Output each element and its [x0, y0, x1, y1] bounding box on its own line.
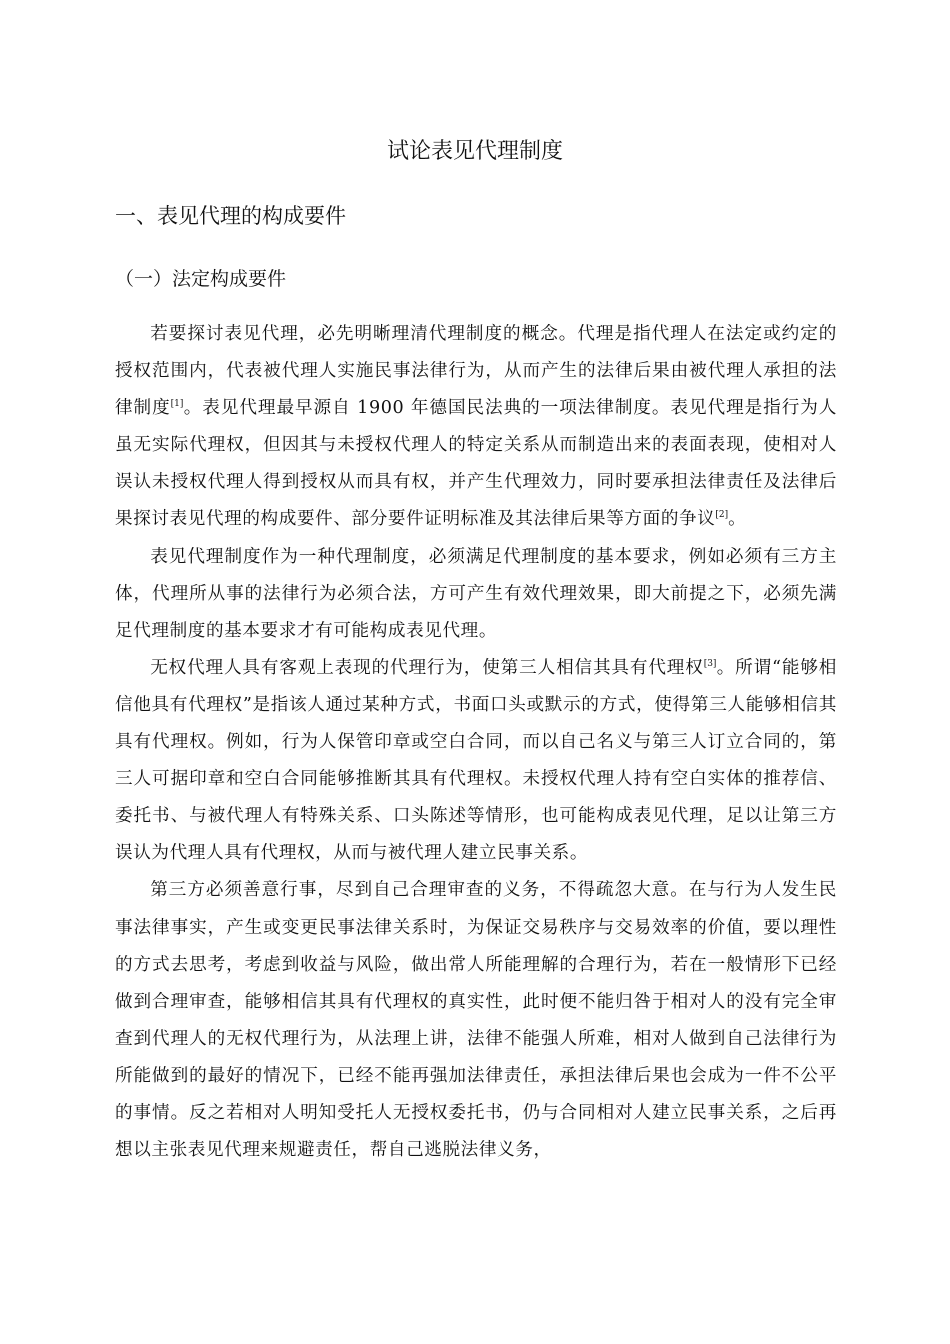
citation-marker: [1]	[170, 399, 184, 410]
section-heading: 一、表见代理的构成要件	[115, 204, 346, 228]
paragraph-text: 第三方必须善意行事，尽到自己合理审查的义务，不得疏忽大意。在与行为人发生民事法律事实，产生或变更民事法律关系时，为保证交易秩序与交易效率的价值，要以理性的方式去思考，考虑到收益与风险，做出常人所能理解的合理行为，若在一般情形下已经做到合理审查，能够相信其具有代理权的真实性，此时便不能归咎于相对人的没有完全审查到代理人的无权代理行为，从法理上讲，法律不能强人所难，相对人做到自己法律行为所能做到的最好的情况下，已经不能再强加法律责任，承担法律后果也会成为一件不公平的事情。反之若相对人明知受托人无授权委托书，仍与合同相对人建立民事关系，之后再想以主张表见代理来规避责任，帮自己逃脱法律义务，	[115, 880, 837, 1161]
paragraph-text: 若要探讨表见代理，必先明晰理清代理制度的概念。代理是指代理人在法定或约定的授权范围内，代表被代理人实施民事法律行为，从而产生的法律后果由被代理人承担的法律制度	[115, 324, 837, 419]
paragraph	[115, 539, 837, 650]
paragraph-text: 表见代理制度作为一种代理制度，必须满足代理制度的基本要求，例如必须有三方主体，代理所从事的法律行为必须合法，方可产生有效代理效果，即大前提之下，必须先满足代理制度的基本要求才有可能构成表见代理。	[115, 546, 837, 641]
body-text	[115, 316, 837, 1169]
paragraph	[115, 650, 837, 873]
paragraph-text: 。所谓“能够相信他具有代理权”是指该人通过某种方式，书面口头或默示的方式，使得第三人能够相信其具有代理权。例如，行为人保管印章或空白合同，而以自己名义与第三人订立合同的，第三人可据印章和空白合同能够推断其具有代理权。未授权代理人持有空白实体的推荐信、委托书、与被代理人有特殊关系、口头陈述等情形，也可能构成表见代理，足以让第三方误认为代理人具有代理权，从而与被代理人建立民事关系。	[115, 657, 837, 864]
citation-marker: [3]	[703, 658, 717, 669]
paragraph	[115, 872, 837, 1169]
page-title: 试论表见代理制度	[386, 139, 563, 164]
paragraph-text: 。	[728, 509, 747, 530]
paragraph	[115, 316, 837, 539]
citation-marker: [2]	[715, 510, 729, 521]
subsection-heading: （一）法定构成要件	[115, 268, 287, 290]
paragraph-text: 。表见代理最早源自 1900 年德国民法典的一项法律制度。表见代理是指行为人虽无实际代理权，但因其与未授权代理人的特定关系从而制造出来的表面表现，使相对人误认未授权代理人得到授权从而具有权，并产生代理效力，同时要承担法律责任及法律后果探讨表见代理的构成要件、部分要件证明标准及其法律后果等方面的争议	[115, 398, 837, 530]
paragraph-text: 无权代理人具有客观上表现的代理行为，使第三人相信其具有代理权	[150, 657, 704, 678]
